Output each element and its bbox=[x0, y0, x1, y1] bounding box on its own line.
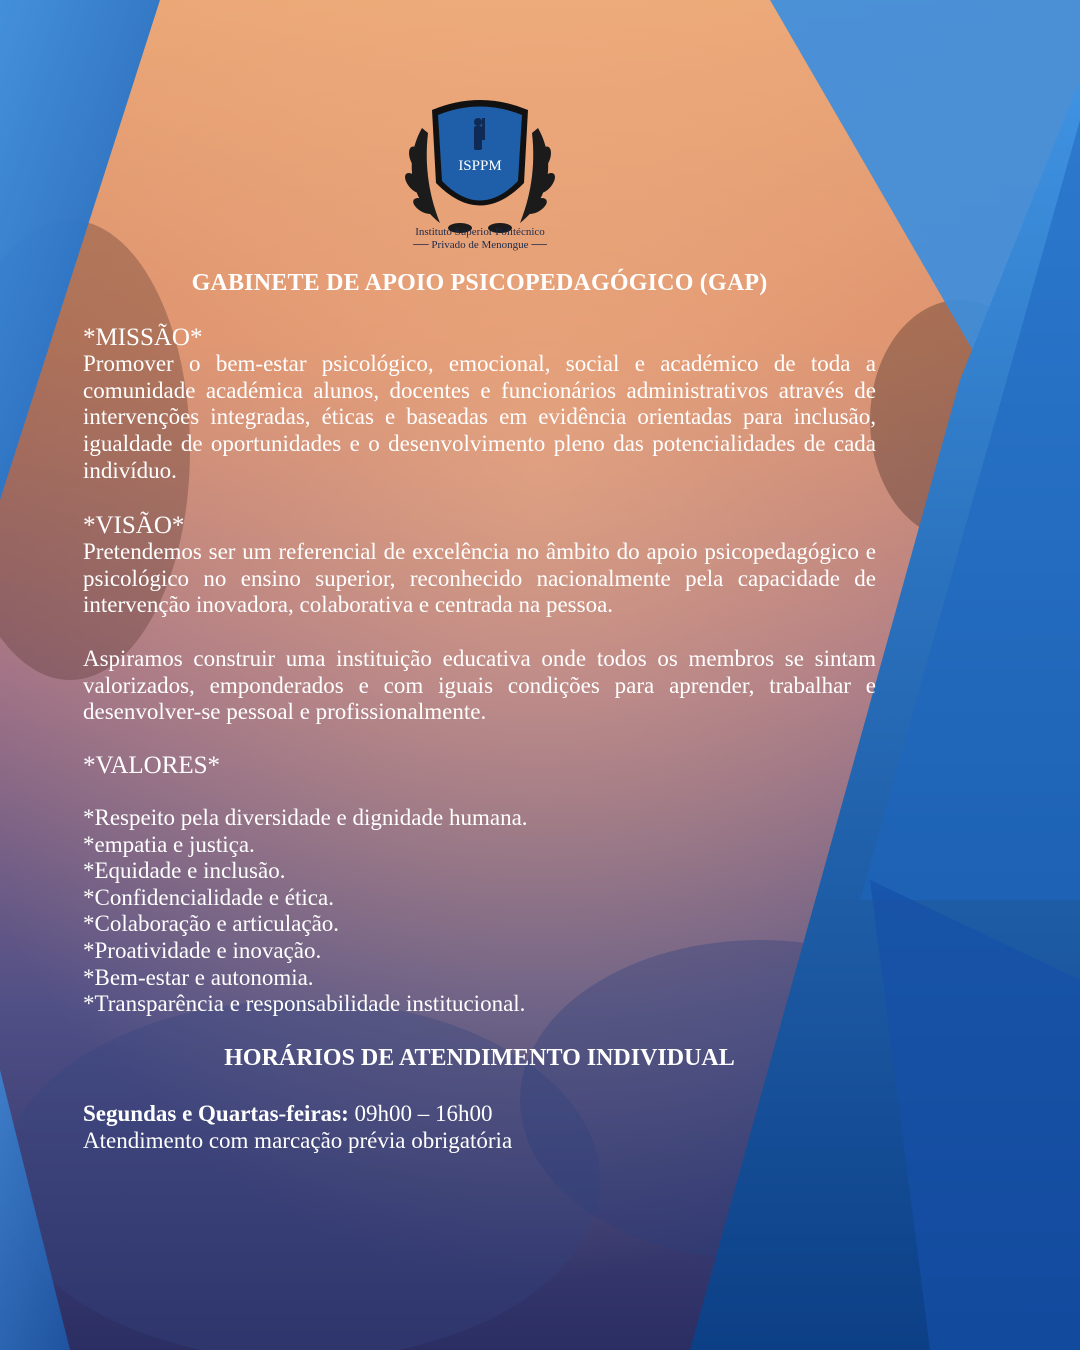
missao-heading: *MISSÃO* bbox=[83, 324, 203, 351]
list-item: *empatia e justiça. bbox=[83, 831, 255, 857]
list-item: *Colaboração e articulação. bbox=[83, 911, 340, 937]
logo-line1: Instituto Superior Politécnico bbox=[415, 226, 545, 238]
horarios-days: Segundas e Quartas-feiras: bbox=[83, 1101, 349, 1126]
horarios-time: 09h00 – 16h00 bbox=[348, 1101, 493, 1126]
list-item: *Transparência e responsabilidade institucional. bbox=[83, 991, 526, 1017]
logo-acronym: ISPPM bbox=[458, 158, 502, 174]
list-item: *Proatividade e inovação. bbox=[83, 937, 322, 963]
page-title: GABINETE DE APOIO PSICOPEDAGÓGICO (GAP) bbox=[191, 270, 768, 296]
horarios-line bbox=[83, 1100, 512, 1127]
list-item: *Respeito pela diversidade e dignidade humana. bbox=[83, 805, 528, 830]
visao-text-1: Pretendemos ser um referencial de excelência no âmbito do apoio psicopedagógico e psicológico no ensino superior, reconhecido nacionalmente pela capacidade de intervenção inovadora, colaborativa e centrada na pessoa. bbox=[83, 539, 876, 618]
valores-heading: *VALORES* bbox=[83, 752, 221, 779]
list-item: *Confidencialidade e ética. bbox=[83, 884, 334, 910]
horarios-heading: HORÁRIOS DE ATENDIMENTO INDIVIDUAL bbox=[224, 1045, 735, 1071]
horarios-note: Atendimento com marcação prévia obrigatória bbox=[83, 1128, 513, 1153]
horarios-block bbox=[83, 1100, 512, 1154]
visao-text-2: Aspiramos construir uma instituição educativa onde todos os membros se sintam valorizados, emponderados e com iguais condições para aprender, trabalhar e desenvolver-se pessoal e profissionalmente. bbox=[83, 646, 876, 725]
valores-list bbox=[83, 805, 876, 1018]
missao-text: Promover o bem-estar psicológico, emocional, social e académico de toda a comunidade académica alunos, docentes e funcionários administrativos através de intervenções integradas, éticas e baseadas em evidência orientadas para inclusão, igualdade de oportunidades e o desenvolvimento pleno das potencialidades de cada indivíduo. bbox=[83, 351, 876, 483]
list-item: *Bem-estar e autonomia. bbox=[83, 964, 314, 990]
logo-subtitle bbox=[380, 226, 580, 252]
logo-line2: ── Privado de Menongue ── bbox=[413, 239, 547, 251]
visao-heading: *VISÃO* bbox=[83, 512, 185, 539]
list-item: *Equidade e inclusão. bbox=[83, 858, 286, 884]
